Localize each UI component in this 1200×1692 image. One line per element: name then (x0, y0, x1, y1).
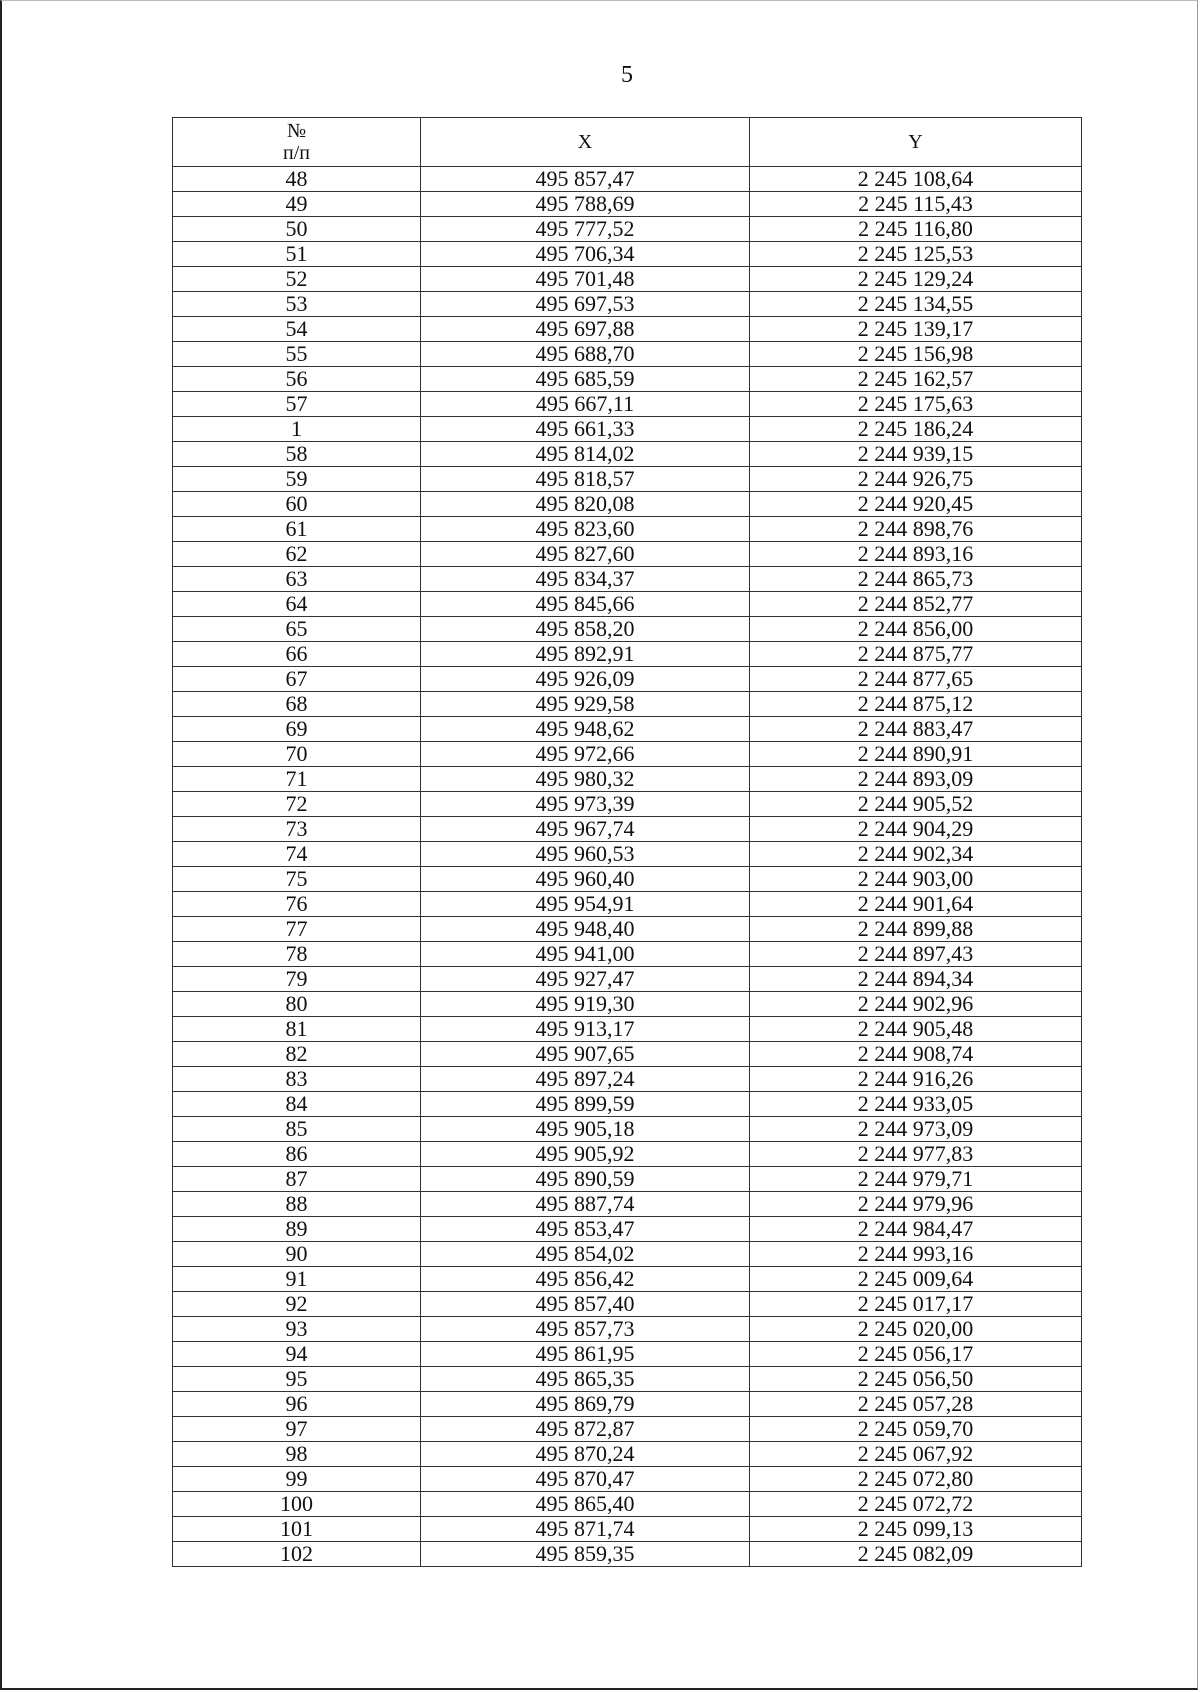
cell-y: 2 244 875,12 (750, 692, 1082, 717)
cell-x: 495 685,59 (421, 367, 750, 392)
table-row (173, 917, 1082, 942)
cell-x: 495 954,91 (421, 892, 750, 917)
cell-point-number: 86 (173, 1142, 421, 1167)
table-row (173, 667, 1082, 692)
cell-y: 2 244 973,09 (750, 1117, 1082, 1142)
cell-y: 2 244 852,77 (750, 592, 1082, 617)
cell-x: 495 857,73 (421, 1317, 750, 1342)
cell-point-number: 92 (173, 1292, 421, 1317)
cell-point-number: 55 (173, 342, 421, 367)
cell-y: 2 244 875,77 (750, 642, 1082, 667)
cell-x: 495 887,74 (421, 1192, 750, 1217)
cell-point-number: 94 (173, 1342, 421, 1367)
cell-y: 2 244 883,47 (750, 717, 1082, 742)
header-number-sign: № (286, 120, 307, 142)
cell-x: 495 927,47 (421, 967, 750, 992)
cell-y: 2 245 057,28 (750, 1392, 1082, 1417)
table-row (173, 367, 1082, 392)
table-row (173, 842, 1082, 867)
cell-y: 2 245 115,43 (750, 192, 1082, 217)
table-row (173, 867, 1082, 892)
table-row (173, 642, 1082, 667)
cell-y: 2 245 108,64 (750, 167, 1082, 192)
cell-y: 2 245 072,80 (750, 1467, 1082, 1492)
cell-point-number: 49 (173, 192, 421, 217)
table-row (173, 767, 1082, 792)
cell-point-number: 96 (173, 1392, 421, 1417)
cell-point-number: 1 (173, 417, 421, 442)
cell-point-number: 60 (173, 492, 421, 517)
cell-point-number: 52 (173, 267, 421, 292)
cell-y: 2 244 856,00 (750, 617, 1082, 642)
table-row (173, 692, 1082, 717)
cell-point-number: 61 (173, 517, 421, 542)
table-row (173, 392, 1082, 417)
cell-x: 495 865,35 (421, 1367, 750, 1392)
table-row (173, 967, 1082, 992)
cell-x: 495 820,08 (421, 492, 750, 517)
page-number: 5 (621, 62, 633, 88)
table-row (173, 1367, 1082, 1392)
table-row (173, 892, 1082, 917)
table-body (173, 167, 1082, 1567)
table-row (173, 1092, 1082, 1117)
cell-x: 495 818,57 (421, 467, 750, 492)
table-row (173, 1192, 1082, 1217)
cell-x: 495 973,39 (421, 792, 750, 817)
cell-x: 495 871,74 (421, 1517, 750, 1542)
cell-y: 2 244 865,73 (750, 567, 1082, 592)
cell-x: 495 865,40 (421, 1492, 750, 1517)
cell-y: 2 244 898,76 (750, 517, 1082, 542)
table-row (173, 217, 1082, 242)
cell-point-number: 58 (173, 442, 421, 467)
cell-point-number: 85 (173, 1117, 421, 1142)
cell-y: 2 244 877,65 (750, 667, 1082, 692)
coordinates-table (172, 117, 1082, 1567)
cell-point-number: 83 (173, 1067, 421, 1092)
cell-x: 495 897,24 (421, 1067, 750, 1092)
cell-x: 495 697,53 (421, 292, 750, 317)
cell-point-number: 73 (173, 817, 421, 842)
cell-y: 2 244 905,52 (750, 792, 1082, 817)
cell-y: 2 244 904,29 (750, 817, 1082, 842)
cell-x: 495 890,59 (421, 1167, 750, 1192)
cell-point-number: 87 (173, 1167, 421, 1192)
cell-x: 495 814,02 (421, 442, 750, 467)
cell-y: 2 244 979,96 (750, 1192, 1082, 1217)
cell-x: 495 667,11 (421, 392, 750, 417)
cell-point-number: 56 (173, 367, 421, 392)
cell-point-number: 82 (173, 1042, 421, 1067)
cell-x: 495 941,00 (421, 942, 750, 967)
cell-y: 2 245 156,98 (750, 342, 1082, 367)
cell-point-number: 93 (173, 1317, 421, 1342)
table-row (173, 267, 1082, 292)
cell-y: 2 245 134,55 (750, 292, 1082, 317)
table-row (173, 342, 1082, 367)
cell-y: 2 245 175,63 (750, 392, 1082, 417)
cell-point-number: 66 (173, 642, 421, 667)
cell-point-number: 90 (173, 1242, 421, 1267)
cell-y: 2 244 984,47 (750, 1217, 1082, 1242)
cell-point-number: 91 (173, 1267, 421, 1292)
cell-point-number: 74 (173, 842, 421, 867)
cell-point-number: 65 (173, 617, 421, 642)
table-row (173, 592, 1082, 617)
table-header-row (173, 118, 1082, 167)
cell-point-number: 79 (173, 967, 421, 992)
cell-x: 495 929,58 (421, 692, 750, 717)
cell-x: 495 899,59 (421, 1092, 750, 1117)
cell-y: 2 244 920,45 (750, 492, 1082, 517)
cell-y: 2 244 897,43 (750, 942, 1082, 967)
cell-x: 495 926,09 (421, 667, 750, 692)
cell-y: 2 245 082,09 (750, 1542, 1082, 1567)
cell-x: 495 905,92 (421, 1142, 750, 1167)
table-row (173, 1317, 1082, 1342)
cell-y: 2 245 099,13 (750, 1517, 1082, 1542)
table-row (173, 1067, 1082, 1092)
table-row (173, 192, 1082, 217)
cell-y: 2 244 926,75 (750, 467, 1082, 492)
cell-point-number: 53 (173, 292, 421, 317)
cell-point-number: 48 (173, 167, 421, 192)
cell-point-number: 102 (173, 1542, 421, 1567)
cell-y: 2 245 186,24 (750, 417, 1082, 442)
cell-x: 495 845,66 (421, 592, 750, 617)
cell-x: 495 788,69 (421, 192, 750, 217)
cell-point-number: 72 (173, 792, 421, 817)
cell-y: 2 245 139,17 (750, 317, 1082, 342)
table-row (173, 417, 1082, 442)
cell-y: 2 245 116,80 (750, 217, 1082, 242)
cell-y: 2 244 901,64 (750, 892, 1082, 917)
cell-point-number: 88 (173, 1192, 421, 1217)
cell-x: 495 854,02 (421, 1242, 750, 1267)
table-row (173, 167, 1082, 192)
cell-point-number: 77 (173, 917, 421, 942)
cell-x: 495 661,33 (421, 417, 750, 442)
cell-x: 495 823,60 (421, 517, 750, 542)
cell-x: 495 980,32 (421, 767, 750, 792)
cell-point-number: 80 (173, 992, 421, 1017)
cell-point-number: 75 (173, 867, 421, 892)
cell-y: 2 244 902,96 (750, 992, 1082, 1017)
cell-x: 495 872,87 (421, 1417, 750, 1442)
table-row (173, 1217, 1082, 1242)
cell-x: 495 919,30 (421, 992, 750, 1017)
cell-y: 2 244 899,88 (750, 917, 1082, 942)
cell-point-number: 59 (173, 467, 421, 492)
cell-y: 2 245 125,53 (750, 242, 1082, 267)
cell-point-number: 84 (173, 1092, 421, 1117)
cell-y: 2 244 993,16 (750, 1242, 1082, 1267)
cell-x: 495 857,40 (421, 1292, 750, 1317)
table-row (173, 1017, 1082, 1042)
cell-x: 495 706,34 (421, 242, 750, 267)
cell-y: 2 244 903,00 (750, 867, 1082, 892)
cell-y: 2 244 902,34 (750, 842, 1082, 867)
table-row (173, 467, 1082, 492)
cell-y: 2 245 009,64 (750, 1267, 1082, 1292)
cell-y: 2 245 056,17 (750, 1342, 1082, 1367)
cell-point-number: 81 (173, 1017, 421, 1042)
cell-y: 2 244 890,91 (750, 742, 1082, 767)
cell-y: 2 244 939,15 (750, 442, 1082, 467)
cell-y: 2 244 916,26 (750, 1067, 1082, 1092)
table-row (173, 717, 1082, 742)
table-row (173, 992, 1082, 1017)
cell-x: 495 948,62 (421, 717, 750, 742)
cell-point-number: 76 (173, 892, 421, 917)
cell-y: 2 244 933,05 (750, 1092, 1082, 1117)
cell-x: 495 892,91 (421, 642, 750, 667)
cell-y: 2 244 977,83 (750, 1142, 1082, 1167)
cell-x: 495 834,37 (421, 567, 750, 592)
table-row (173, 1342, 1082, 1367)
header-number-abbrev: п/п (283, 142, 310, 164)
table-row (173, 442, 1082, 467)
cell-x: 495 827,60 (421, 542, 750, 567)
table-row (173, 792, 1082, 817)
cell-point-number: 95 (173, 1367, 421, 1392)
cell-point-number: 67 (173, 667, 421, 692)
cell-y: 2 244 979,71 (750, 1167, 1082, 1192)
cell-x: 495 701,48 (421, 267, 750, 292)
cell-point-number: 51 (173, 242, 421, 267)
table-row (173, 942, 1082, 967)
cell-y: 2 244 905,48 (750, 1017, 1082, 1042)
cell-x: 495 907,65 (421, 1042, 750, 1067)
cell-point-number: 78 (173, 942, 421, 967)
cell-point-number: 70 (173, 742, 421, 767)
table-row (173, 1142, 1082, 1167)
cell-point-number: 54 (173, 317, 421, 342)
cell-point-number: 63 (173, 567, 421, 592)
header-y: Y (750, 118, 1082, 167)
cell-point-number: 97 (173, 1417, 421, 1442)
table-row (173, 1542, 1082, 1567)
cell-point-number: 62 (173, 542, 421, 567)
cell-point-number: 71 (173, 767, 421, 792)
cell-x: 495 859,35 (421, 1542, 750, 1567)
cell-x: 495 905,18 (421, 1117, 750, 1142)
cell-x: 495 967,74 (421, 817, 750, 842)
table-row (173, 567, 1082, 592)
cell-x: 495 913,17 (421, 1017, 750, 1042)
cell-x: 495 777,52 (421, 217, 750, 242)
cell-point-number: 98 (173, 1442, 421, 1467)
cell-y: 2 245 020,00 (750, 1317, 1082, 1342)
table-row (173, 1392, 1082, 1417)
table-row (173, 1442, 1082, 1467)
cell-y: 2 244 908,74 (750, 1042, 1082, 1067)
table-row (173, 742, 1082, 767)
cell-point-number: 50 (173, 217, 421, 242)
table-row (173, 1267, 1082, 1292)
cell-y: 2 245 017,17 (750, 1292, 1082, 1317)
cell-x: 495 858,20 (421, 617, 750, 642)
table-row (173, 317, 1082, 342)
header-x: X (421, 118, 750, 167)
cell-point-number: 99 (173, 1467, 421, 1492)
table-row (173, 817, 1082, 842)
cell-x: 495 870,47 (421, 1467, 750, 1492)
cell-point-number: 69 (173, 717, 421, 742)
cell-x: 495 869,79 (421, 1392, 750, 1417)
cell-x: 495 856,42 (421, 1267, 750, 1292)
cell-x: 495 870,24 (421, 1442, 750, 1467)
table-row (173, 1042, 1082, 1067)
cell-x: 495 697,88 (421, 317, 750, 342)
cell-y: 2 245 072,72 (750, 1492, 1082, 1517)
cell-point-number: 100 (173, 1492, 421, 1517)
table-row (173, 517, 1082, 542)
table-row (173, 1292, 1082, 1317)
cell-x: 495 857,47 (421, 167, 750, 192)
table-row (173, 1467, 1082, 1492)
cell-point-number: 57 (173, 392, 421, 417)
header-point-number (173, 118, 421, 167)
table-row (173, 617, 1082, 642)
table-row (173, 542, 1082, 567)
cell-x: 495 688,70 (421, 342, 750, 367)
table-row (173, 1167, 1082, 1192)
cell-y: 2 244 893,09 (750, 767, 1082, 792)
table-row (173, 1492, 1082, 1517)
cell-x: 495 960,40 (421, 867, 750, 892)
cell-point-number: 101 (173, 1517, 421, 1542)
cell-y: 2 245 067,92 (750, 1442, 1082, 1467)
cell-point-number: 64 (173, 592, 421, 617)
cell-x: 495 861,95 (421, 1342, 750, 1367)
cell-x: 495 948,40 (421, 917, 750, 942)
cell-y: 2 245 059,70 (750, 1417, 1082, 1442)
table-row (173, 1117, 1082, 1142)
cell-x: 495 853,47 (421, 1217, 750, 1242)
table-row (173, 1242, 1082, 1267)
cell-y: 2 245 129,24 (750, 267, 1082, 292)
table-row (173, 1517, 1082, 1542)
table-row (173, 492, 1082, 517)
cell-y: 2 245 056,50 (750, 1367, 1082, 1392)
cell-point-number: 89 (173, 1217, 421, 1242)
cell-x: 495 972,66 (421, 742, 750, 767)
cell-y: 2 244 894,34 (750, 967, 1082, 992)
cell-y: 2 244 893,16 (750, 542, 1082, 567)
table-row (173, 292, 1082, 317)
table-row (173, 242, 1082, 267)
table-row (173, 1417, 1082, 1442)
cell-y: 2 245 162,57 (750, 367, 1082, 392)
cell-point-number: 68 (173, 692, 421, 717)
cell-x: 495 960,53 (421, 842, 750, 867)
